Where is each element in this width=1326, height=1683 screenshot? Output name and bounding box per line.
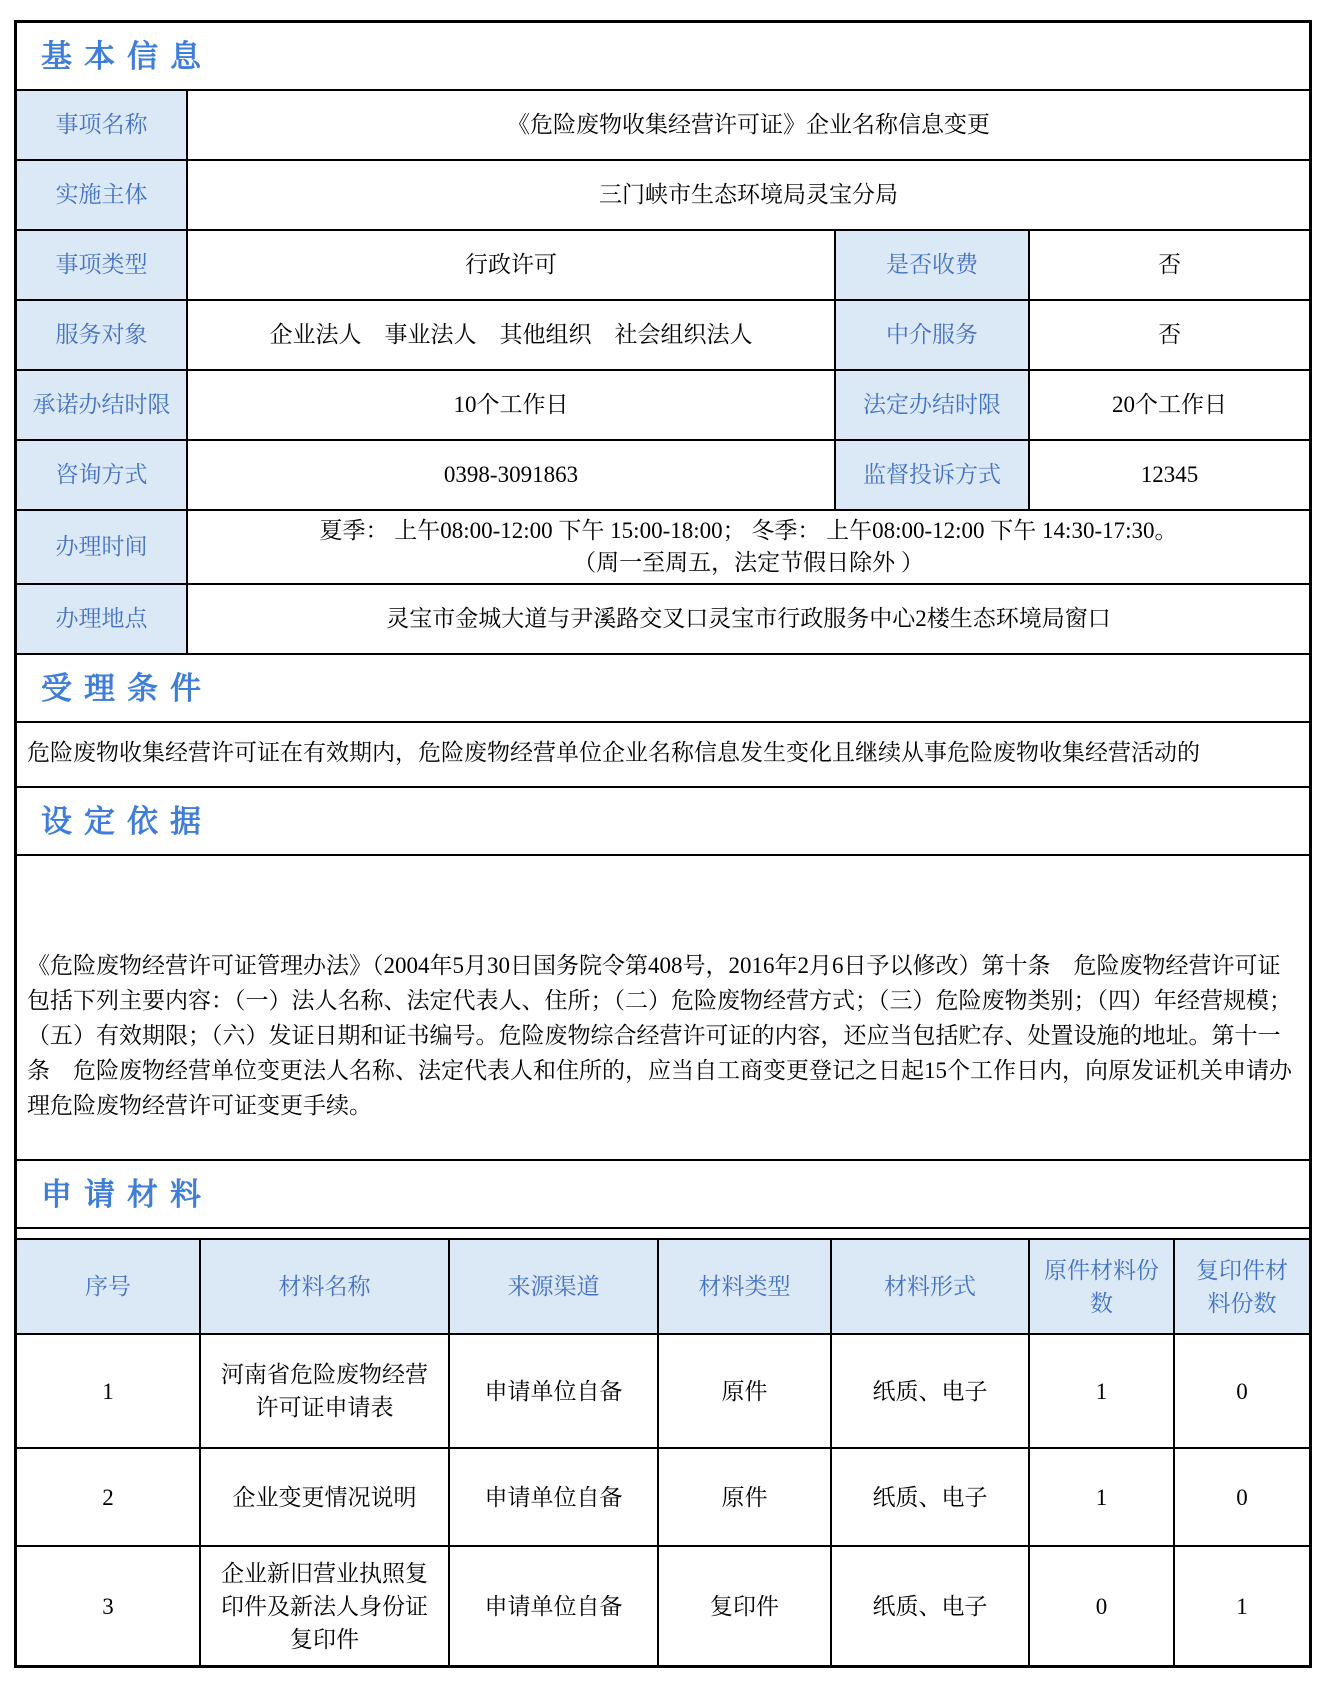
cell-material-name: 河南省危险废物经营许可证申请表 <box>201 1335 450 1447</box>
value-charge: 否 <box>1158 252 1181 277</box>
label-supervision-complaint: 监督投诉方式 <box>834 441 1030 509</box>
cell-material-type: 原件 <box>659 1335 832 1447</box>
cell-material-type: 原件 <box>659 1449 832 1545</box>
row-item-name <box>17 91 1309 161</box>
materials-table-row-3 <box>17 1547 1309 1665</box>
label-charge: 是否收费 <box>834 231 1030 299</box>
materials-table-row-2 <box>17 1449 1309 1547</box>
row-office-hours <box>17 511 1309 585</box>
header-cell-seq-no: 序号 <box>17 1240 201 1333</box>
cell-seq-no: 2 <box>17 1449 201 1545</box>
label-item-type: 事项类型 <box>17 231 188 299</box>
label-item-name: 事项名称 <box>17 91 188 159</box>
header-cell-source-channel: 来源渠道 <box>450 1240 659 1333</box>
value-intermediary-service: 否 <box>1158 322 1181 347</box>
label-office-hours: 办理时间 <box>17 511 188 583</box>
section-title-legal-basis: 设定依据 <box>41 803 213 839</box>
value-promised-time-limit: 10个工作日 <box>453 392 569 417</box>
cell-original-copies: 0 <box>1030 1547 1175 1665</box>
office-hours-line2: （周一至周五，法定节假日除外 ） <box>573 550 924 575</box>
label-implementing-body: 实施主体 <box>17 161 188 229</box>
header-cell-material-type: 材料类型 <box>659 1240 832 1333</box>
value-supervision-complaint-phone: 12345 <box>1140 462 1199 487</box>
cell-material-form: 纸质、电子 <box>832 1335 1030 1447</box>
cell-photocopy-copies: 0 <box>1236 1378 1248 1404</box>
value-item-name: 《危险废物收集经营许可证》企业名称信息变更 <box>507 112 990 137</box>
value-office-location: 灵宝市金城大道与尹溪路交叉口灵宝市行政服务中心2楼生态环境局窗口 <box>386 606 1111 631</box>
cell-seq-no: 3 <box>17 1547 201 1665</box>
cell-original-copies: 1 <box>1030 1335 1175 1447</box>
section-header-acceptance-conditions <box>17 655 1309 723</box>
acceptance-conditions-text: 危险废物收集经营许可证在有效期内，危险废物经营单位企业名称信息发生变化且继续从事危险废物收集经营活动的 <box>17 723 1309 788</box>
materials-table-gap <box>17 1229 1309 1240</box>
section-title-application-materials: 申请材料 <box>41 1176 213 1212</box>
value-statutory-time-limit: 20个工作日 <box>1112 392 1227 417</box>
cell-seq-no: 1 <box>17 1335 201 1447</box>
materials-table-header-row <box>17 1240 1309 1335</box>
section-header-basic-info <box>17 23 1309 91</box>
section-header-legal-basis <box>17 788 1309 856</box>
value-office-hours <box>188 511 1309 583</box>
cell-source-channel: 申请单位自备 <box>450 1449 659 1545</box>
label-service-target: 服务对象 <box>17 301 188 369</box>
cell-source-channel: 申请单位自备 <box>450 1335 659 1447</box>
office-hours-line1: 夏季： 上午08:00-12:00 下午 15:00-18:00； 冬季： 上午08:00-12:00 下午 14:30-17:30。 <box>319 518 1178 543</box>
value-service-target: 企业法人 事业法人 其他组织 社会组织法人 <box>269 322 753 347</box>
value-item-type: 行政许可 <box>465 252 557 277</box>
cell-material-type: 复印件 <box>659 1547 832 1665</box>
row-service-target <box>17 301 1309 371</box>
label-intermediary-service: 中介服务 <box>834 301 1030 369</box>
section-title-basic-info: 基本信息 <box>41 38 213 74</box>
section-title-acceptance-conditions: 受理条件 <box>41 670 213 706</box>
cell-source-channel: 申请单位自备 <box>450 1547 659 1665</box>
header-cell-material-name: 材料名称 <box>201 1240 450 1333</box>
label-statutory-time-limit: 法定办结时限 <box>834 371 1030 439</box>
section-header-application-materials <box>17 1161 1309 1229</box>
cell-material-form: 纸质、电子 <box>832 1449 1030 1545</box>
cell-material-name: 企业新旧营业执照复印件及新法人身份证复印件 <box>201 1547 450 1665</box>
cell-original-copies: 1 <box>1030 1449 1175 1545</box>
header-cell-original-copies: 原件材料份数 <box>1030 1240 1175 1333</box>
materials-table-row-1 <box>17 1335 1309 1449</box>
value-implementing-body: 三门峡市生态环境局灵宝分局 <box>599 182 898 207</box>
legal-basis-text: 《危险废物经营许可证管理办法》（2004年5月30日国务院令第408号，2016年2月6日予以修改）第十条 危险废物经营许可证包括下列主要内容：（一）法人名称、法定代表人、住所；（二）危险废物经营方式；（三）危险废物类别；（四）年经营规模；（五）有效期限；（六）发证日期和证书编号。危险废物综合经营许可证的内容，还应当包括贮存、处置设施的地址。第十一条 危险废物经营单位变更法人名称、法定代表人和住所的，应当自工商变更登记之日起15个工作日内，向原发证机关申请办理危险废物经营许可证变更手续。 <box>17 856 1309 1161</box>
cell-photocopy-copies: 1 <box>1236 1593 1248 1619</box>
cell-photocopy-copies: 0 <box>1236 1484 1248 1510</box>
materials-table <box>17 1240 1309 1665</box>
value-consultation-phone: 0398-3091863 <box>443 462 579 487</box>
cell-material-form: 纸质、电子 <box>832 1547 1030 1665</box>
row-item-type <box>17 231 1309 301</box>
row-office-location <box>17 585 1309 655</box>
service-item-document <box>14 20 1312 1668</box>
header-cell-material-form: 材料形式 <box>832 1240 1030 1333</box>
row-promised-time-limit <box>17 371 1309 441</box>
label-office-location: 办理地点 <box>17 585 188 653</box>
label-consultation: 咨询方式 <box>17 441 188 509</box>
row-consultation <box>17 441 1309 511</box>
label-promised-time-limit: 承诺办结时限 <box>17 371 188 439</box>
row-implementing-body <box>17 161 1309 231</box>
header-cell-photocopy-copies: 复印件材料份数 <box>1175 1240 1309 1333</box>
cell-material-name: 企业变更情况说明 <box>201 1449 450 1545</box>
